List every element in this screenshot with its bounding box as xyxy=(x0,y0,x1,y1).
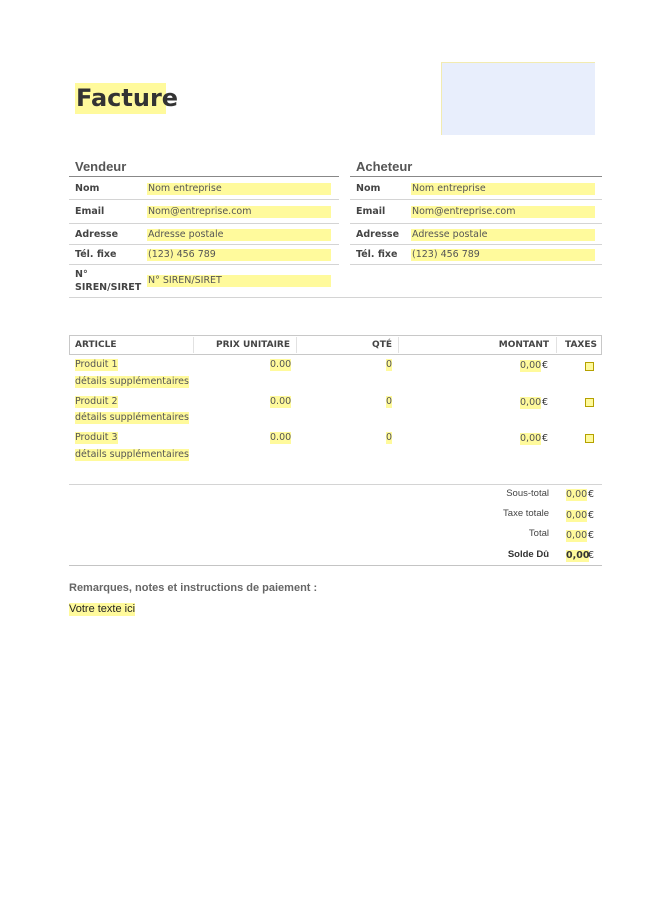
notes-title: Remarques, notes et instructions de paiement : xyxy=(69,582,318,594)
col-header-taxes: TAXES xyxy=(565,340,597,350)
tax-total-label: Taxe totale xyxy=(503,508,549,519)
col-header-unit-price: PRIX UNITAIRE xyxy=(216,340,290,350)
seller-siren-label-line1: N° xyxy=(75,269,88,280)
tax-checkbox-2[interactable] xyxy=(585,398,594,407)
buyer-heading: Acheteur xyxy=(356,159,413,174)
currency-symbol: € xyxy=(588,489,595,500)
balance-due-label: Solde Dû xyxy=(507,549,549,560)
seller-phone-field[interactable]: (123) 456 789 xyxy=(147,249,331,261)
divider xyxy=(69,244,339,245)
item-unit-price-3[interactable]: 0.00 xyxy=(270,432,292,443)
divider xyxy=(69,565,602,566)
seller-heading: Vendeur xyxy=(75,159,127,174)
invoice-title: Facture xyxy=(76,84,179,112)
item-details-2[interactable]: détails supplémentaires xyxy=(75,412,189,423)
total-value: 0,00 xyxy=(566,530,588,541)
tax-checkbox-1[interactable] xyxy=(585,362,594,371)
divider xyxy=(69,297,602,298)
logo-placeholder[interactable] xyxy=(441,62,595,135)
seller-phone-label: Tél. fixe xyxy=(75,249,117,260)
divider xyxy=(69,264,339,265)
buyer-name-field[interactable]: Nom entreprise xyxy=(411,183,595,195)
buyer-address-field[interactable]: Adresse postale xyxy=(411,229,595,241)
buyer-phone-field[interactable]: (123) 456 789 xyxy=(411,249,595,261)
divider xyxy=(350,264,602,265)
currency-symbol: € xyxy=(542,397,549,408)
col-header-qty: QTÉ xyxy=(372,340,392,350)
buyer-heading-rule xyxy=(350,176,602,177)
buyer-email-field[interactable]: Nom@entreprise.com xyxy=(411,206,595,218)
item-details-3[interactable]: détails supplémentaires xyxy=(75,449,189,460)
divider xyxy=(69,223,339,224)
col-header-amount: MONTANT xyxy=(498,340,549,350)
seller-heading-rule xyxy=(69,176,339,177)
item-unit-price-1[interactable]: 0.00 xyxy=(270,359,292,370)
buyer-name-label: Nom xyxy=(356,183,381,194)
col-header-article: ARTICLE xyxy=(75,340,117,350)
tax-total-value: 0,00 xyxy=(566,510,588,521)
item-name-2[interactable]: Produit 2 xyxy=(75,396,118,407)
item-qty-3[interactable]: 0 xyxy=(386,432,393,443)
seller-siren-label-line2: SIREN/SIRET xyxy=(75,282,142,293)
seller-siren-field[interactable]: N° SIREN/SIRET xyxy=(147,275,331,287)
currency-symbol: € xyxy=(588,510,595,521)
seller-address-field[interactable]: Adresse postale xyxy=(147,229,331,241)
divider xyxy=(350,244,602,245)
item-qty-1[interactable]: 0 xyxy=(386,359,393,370)
notes-text-field[interactable]: Votre texte ici xyxy=(69,603,136,615)
item-amount-1: 0,00 xyxy=(520,360,542,371)
divider xyxy=(69,484,602,485)
buyer-phone-label: Tél. fixe xyxy=(356,249,398,260)
seller-name-label: Nom xyxy=(75,183,100,194)
item-unit-price-2[interactable]: 0.00 xyxy=(270,396,292,407)
item-amount-2: 0,00 xyxy=(520,397,542,408)
balance-due-value: 0,00 xyxy=(566,550,590,561)
tax-checkbox-3[interactable] xyxy=(585,434,594,443)
divider xyxy=(350,223,602,224)
total-label: Total xyxy=(528,528,549,539)
seller-email-label: Email xyxy=(75,206,105,217)
item-amount-3: 0,00 xyxy=(520,433,542,444)
currency-symbol: € xyxy=(542,360,549,371)
currency-symbol: € xyxy=(542,433,549,444)
divider xyxy=(350,199,602,200)
item-name-3[interactable]: Produit 3 xyxy=(75,432,118,443)
subtotal-value: 0,00 xyxy=(566,489,588,500)
item-qty-2[interactable]: 0 xyxy=(386,396,393,407)
seller-name-field[interactable]: Nom entreprise xyxy=(147,183,331,195)
currency-symbol: € xyxy=(588,530,595,541)
currency-symbol: € xyxy=(588,550,595,561)
buyer-address-label: Adresse xyxy=(356,229,400,240)
buyer-email-label: Email xyxy=(356,206,386,217)
divider xyxy=(69,199,339,200)
item-name-1[interactable]: Produit 1 xyxy=(75,359,118,370)
subtotal-label: Sous-total xyxy=(506,488,549,499)
seller-email-field[interactable]: Nom@entreprise.com xyxy=(147,206,331,218)
item-details-1[interactable]: détails supplémentaires xyxy=(75,376,189,387)
seller-address-label: Adresse xyxy=(75,229,119,240)
